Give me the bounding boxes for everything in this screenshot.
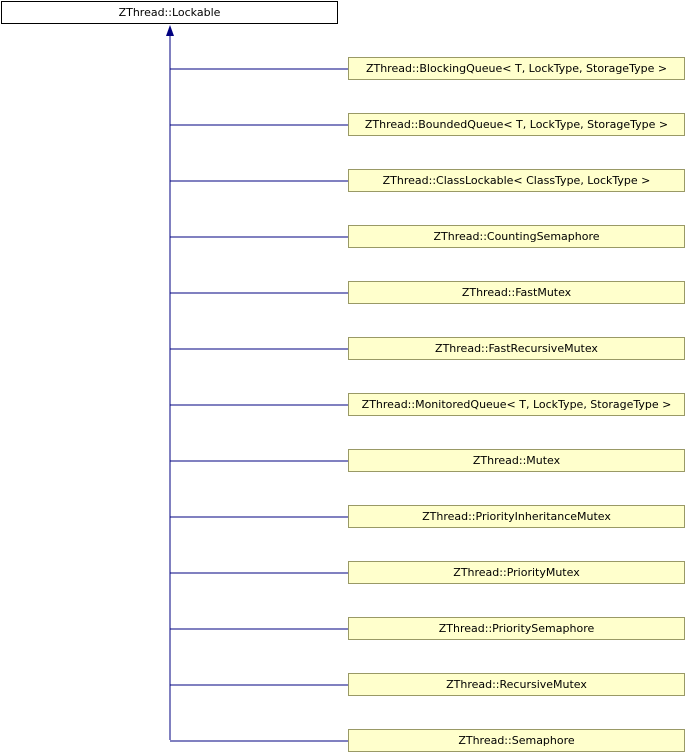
- base-class-node-lockable[interactable]: ZThread::Lockable: [1, 1, 338, 24]
- derived-class-node[interactable]: ZThread::PriorityMutex: [348, 561, 685, 584]
- derived-class-node[interactable]: ZThread::Semaphore: [348, 729, 685, 752]
- derived-class-node[interactable]: ZThread::FastMutex: [348, 281, 685, 304]
- derived-class-node[interactable]: ZThread::ClassLockable< ClassType, LockType >: [348, 169, 685, 192]
- derived-class-node[interactable]: ZThread::CountingSemaphore: [348, 225, 685, 248]
- derived-class-node[interactable]: ZThread::RecursiveMutex: [348, 673, 685, 696]
- derived-class-node[interactable]: ZThread::Mutex: [348, 449, 685, 472]
- derived-class-node[interactable]: ZThread::BlockingQueue< T, LockType, StorageType >: [348, 57, 685, 80]
- inheritance-branches: [170, 69, 348, 741]
- inheritance-arrowhead: [166, 25, 174, 36]
- derived-class-node[interactable]: ZThread::PriorityInheritanceMutex: [348, 505, 685, 528]
- derived-class-node[interactable]: ZThread::MonitoredQueue< T, LockType, StorageType >: [348, 393, 685, 416]
- derived-class-node[interactable]: ZThread::FastRecursiveMutex: [348, 337, 685, 360]
- derived-class-node[interactable]: ZThread::PrioritySemaphore: [348, 617, 685, 640]
- derived-class-node[interactable]: ZThread::BoundedQueue< T, LockType, StorageType >: [348, 113, 685, 136]
